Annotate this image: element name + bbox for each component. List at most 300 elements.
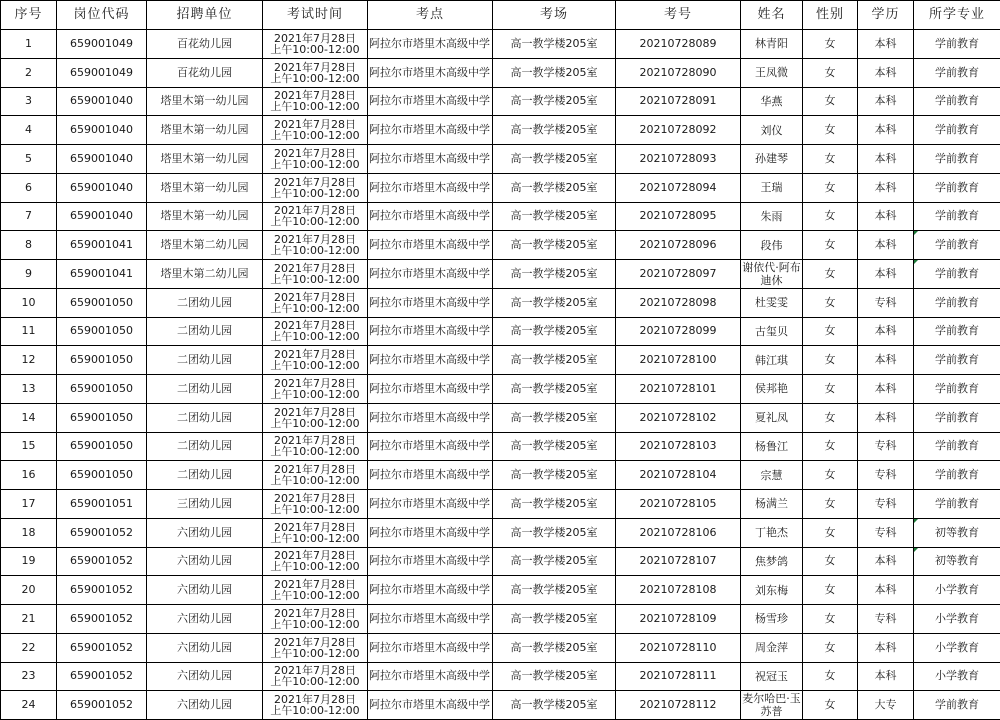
post-code-cell: 659001052 <box>57 547 147 576</box>
exam-period: 上午10:00-12:00 <box>263 101 367 112</box>
gender-cell: 女 <box>803 576 858 605</box>
exam-time-cell <box>263 461 368 490</box>
header-unit: 招聘单位 <box>147 1 263 30</box>
exam-date: 2021年7月28日 <box>263 665 367 676</box>
exam-room-cell: 高一教学楼205室 <box>493 30 616 59</box>
major-text: 学前教育 <box>935 37 979 50</box>
exam-number-cell: 20210728094 <box>616 173 741 202</box>
serial-cell: 1 <box>1 30 57 59</box>
name-cell: 刘仪 <box>741 116 803 145</box>
table-row <box>1 432 1000 461</box>
table-row <box>1 116 1000 145</box>
unit-cell: 塔里木第一幼儿园 <box>147 145 263 174</box>
exam-room-cell: 高一教学楼205室 <box>493 461 616 490</box>
exam-period: 上午10:00-12:00 <box>263 561 367 572</box>
exam-room-cell: 高一教学楼205室 <box>493 145 616 174</box>
exam-site-cell: 阿拉尔市塔里木高级中学 <box>368 58 493 87</box>
exam-period: 上午10:00-12:00 <box>263 44 367 55</box>
header-education: 学历 <box>858 1 914 30</box>
education-cell: 专科 <box>858 490 914 519</box>
major-text: 学前教育 <box>935 468 979 481</box>
name-cell: 王瑞 <box>741 173 803 202</box>
major-text: 学前教育 <box>935 152 979 165</box>
serial-cell: 24 <box>1 691 57 720</box>
exam-date: 2021年7月28日 <box>263 263 367 274</box>
name-cell: 段伟 <box>741 231 803 260</box>
gender-cell: 女 <box>803 633 858 662</box>
education-cell: 本科 <box>858 346 914 375</box>
gender-cell: 女 <box>803 518 858 547</box>
table-row <box>1 490 1000 519</box>
gender-cell: 女 <box>803 260 858 289</box>
major-cell <box>914 58 1000 87</box>
serial-cell: 16 <box>1 461 57 490</box>
exam-period: 上午10:00-12:00 <box>263 360 367 371</box>
gender-cell: 女 <box>803 490 858 519</box>
unit-cell: 二团幼儿园 <box>147 403 263 432</box>
exam-site-cell: 阿拉尔市塔里木高级中学 <box>368 173 493 202</box>
education-cell: 本科 <box>858 547 914 576</box>
gender-cell: 女 <box>803 30 858 59</box>
exam-time-cell <box>263 202 368 231</box>
major-cell <box>914 691 1000 720</box>
exam-number-cell: 20210728112 <box>616 691 741 720</box>
education-cell: 本科 <box>858 173 914 202</box>
education-cell: 专科 <box>858 432 914 461</box>
name-cell: 祝冠玉 <box>741 662 803 691</box>
table-row <box>1 375 1000 404</box>
gender-cell: 女 <box>803 375 858 404</box>
exam-time-cell <box>263 317 368 346</box>
exam-room-cell: 高一教学楼205室 <box>493 691 616 720</box>
exam-period: 上午10:00-12:00 <box>263 676 367 687</box>
exam-date: 2021年7月28日 <box>263 378 367 389</box>
major-cell <box>914 173 1000 202</box>
exam-time-cell <box>263 691 368 720</box>
education-cell: 专科 <box>858 288 914 317</box>
exam-period: 上午10:00-12:00 <box>263 331 367 342</box>
serial-cell: 15 <box>1 432 57 461</box>
name-cell: 谢依代·阿布迪休 <box>741 260 803 289</box>
exam-period: 上午10:00-12:00 <box>263 619 367 630</box>
table-row <box>1 662 1000 691</box>
major-text: 学前教育 <box>935 382 979 395</box>
name-cell: 刘东梅 <box>741 576 803 605</box>
gender-cell: 女 <box>803 662 858 691</box>
major-text: 学前教育 <box>935 497 979 510</box>
education-cell: 本科 <box>858 662 914 691</box>
comment-marker-icon <box>914 231 918 235</box>
table-row <box>1 518 1000 547</box>
unit-cell: 二团幼儿园 <box>147 317 263 346</box>
exam-date: 2021年7月28日 <box>263 62 367 73</box>
post-code-cell: 659001050 <box>57 317 147 346</box>
major-cell <box>914 605 1000 634</box>
exam-time-cell <box>263 605 368 634</box>
major-cell <box>914 547 1000 576</box>
education-cell: 本科 <box>858 58 914 87</box>
header-major: 所学专业 <box>914 1 1000 30</box>
table-row <box>1 231 1000 260</box>
exam-period: 上午10:00-12:00 <box>263 475 367 486</box>
header-name: 姓名 <box>741 1 803 30</box>
major-text: 学前教育 <box>935 267 979 280</box>
exam-room-cell: 高一教学楼205室 <box>493 576 616 605</box>
exam-period: 上午10:00-12:00 <box>263 245 367 256</box>
header-exam-time: 考试时间 <box>263 1 368 30</box>
serial-cell: 23 <box>1 662 57 691</box>
unit-cell: 百花幼儿园 <box>147 30 263 59</box>
exam-room-cell: 高一教学楼205室 <box>493 288 616 317</box>
exam-room-cell: 高一教学楼205室 <box>493 346 616 375</box>
exam-time-cell <box>263 403 368 432</box>
exam-room-cell: 高一教学楼205室 <box>493 605 616 634</box>
table-row <box>1 30 1000 59</box>
major-cell <box>914 317 1000 346</box>
name-cell: 杨雪珍 <box>741 605 803 634</box>
table-row <box>1 346 1000 375</box>
major-text: 学前教育 <box>935 94 979 107</box>
exam-number-cell: 20210728089 <box>616 30 741 59</box>
table-row <box>1 576 1000 605</box>
major-text: 小学教育 <box>935 669 979 682</box>
unit-cell: 百花幼儿园 <box>147 58 263 87</box>
post-code-cell: 659001040 <box>57 173 147 202</box>
post-code-cell: 659001050 <box>57 375 147 404</box>
header-exam-room: 考场 <box>493 1 616 30</box>
exam-site-cell: 阿拉尔市塔里木高级中学 <box>368 403 493 432</box>
serial-cell: 4 <box>1 116 57 145</box>
post-code-cell: 659001052 <box>57 662 147 691</box>
unit-cell: 三团幼儿园 <box>147 490 263 519</box>
exam-number-cell: 20210728108 <box>616 576 741 605</box>
exam-site-cell: 阿拉尔市塔里木高级中学 <box>368 375 493 404</box>
gender-cell: 女 <box>803 145 858 174</box>
exam-site-cell: 阿拉尔市塔里木高级中学 <box>368 432 493 461</box>
gender-cell: 女 <box>803 116 858 145</box>
exam-time-cell <box>263 30 368 59</box>
exam-date: 2021年7月28日 <box>263 148 367 159</box>
serial-cell: 2 <box>1 58 57 87</box>
header-gender: 性别 <box>803 1 858 30</box>
exam-period: 上午10:00-12:00 <box>263 188 367 199</box>
name-cell: 宗慧 <box>741 461 803 490</box>
header-exam-site: 考点 <box>368 1 493 30</box>
exam-room-cell: 高一教学楼205室 <box>493 547 616 576</box>
exam-number-cell: 20210728106 <box>616 518 741 547</box>
unit-cell: 二团幼儿园 <box>147 461 263 490</box>
exam-room-cell: 高一教学楼205室 <box>493 58 616 87</box>
unit-cell: 六团幼儿园 <box>147 633 263 662</box>
major-cell <box>914 518 1000 547</box>
exam-room-cell: 高一教学楼205室 <box>493 403 616 432</box>
unit-cell: 二团幼儿园 <box>147 375 263 404</box>
exam-number-cell: 20210728104 <box>616 461 741 490</box>
gender-cell: 女 <box>803 605 858 634</box>
exam-room-cell: 高一教学楼205室 <box>493 173 616 202</box>
exam-number-cell: 20210728097 <box>616 260 741 289</box>
post-code-cell: 659001040 <box>57 87 147 116</box>
post-code-cell: 659001040 <box>57 145 147 174</box>
major-text: 小学教育 <box>935 612 979 625</box>
table-row <box>1 87 1000 116</box>
exam-period: 上午10:00-12:00 <box>263 216 367 227</box>
post-code-cell: 659001040 <box>57 116 147 145</box>
major-text: 学前教育 <box>935 353 979 366</box>
education-cell: 本科 <box>858 403 914 432</box>
name-cell: 林青阳 <box>741 30 803 59</box>
exam-time-cell <box>263 231 368 260</box>
name-cell: 杨鲁江 <box>741 432 803 461</box>
education-cell: 本科 <box>858 633 914 662</box>
name-cell: 杨满兰 <box>741 490 803 519</box>
exam-date: 2021年7月28日 <box>263 205 367 216</box>
gender-cell: 女 <box>803 691 858 720</box>
name-cell: 周金萍 <box>741 633 803 662</box>
education-cell: 本科 <box>858 87 914 116</box>
education-cell: 本科 <box>858 576 914 605</box>
major-text: 学前教育 <box>935 324 979 337</box>
table-row <box>1 202 1000 231</box>
exam-number-cell: 20210728098 <box>616 288 741 317</box>
exam-date: 2021年7月28日 <box>263 550 367 561</box>
table-body <box>1 30 1000 720</box>
gender-cell: 女 <box>803 432 858 461</box>
exam-date: 2021年7月28日 <box>263 320 367 331</box>
exam-time-cell <box>263 547 368 576</box>
exam-time-cell <box>263 432 368 461</box>
unit-cell: 六团幼儿园 <box>147 518 263 547</box>
exam-time-cell <box>263 633 368 662</box>
major-text: 小学教育 <box>935 583 979 596</box>
exam-number-cell: 20210728093 <box>616 145 741 174</box>
exam-time-cell <box>263 576 368 605</box>
post-code-cell: 659001052 <box>57 633 147 662</box>
major-cell <box>914 490 1000 519</box>
unit-cell: 二团幼儿园 <box>147 432 263 461</box>
exam-time-cell <box>263 346 368 375</box>
major-cell <box>914 30 1000 59</box>
exam-room-cell: 高一教学楼205室 <box>493 116 616 145</box>
exam-date: 2021年7月28日 <box>263 464 367 475</box>
serial-cell: 12 <box>1 346 57 375</box>
exam-number-cell: 20210728107 <box>616 547 741 576</box>
post-code-cell: 659001041 <box>57 231 147 260</box>
exam-number-cell: 20210728096 <box>616 231 741 260</box>
exam-period: 上午10:00-12:00 <box>263 130 367 141</box>
post-code-cell: 659001051 <box>57 490 147 519</box>
exam-room-cell: 高一教学楼205室 <box>493 432 616 461</box>
exam-site-cell: 阿拉尔市塔里木高级中学 <box>368 30 493 59</box>
major-text: 学前教育 <box>935 123 979 136</box>
serial-cell: 22 <box>1 633 57 662</box>
exam-room-cell: 高一教学楼205室 <box>493 317 616 346</box>
name-cell: 华燕 <box>741 87 803 116</box>
exam-site-cell: 阿拉尔市塔里木高级中学 <box>368 662 493 691</box>
major-cell <box>914 288 1000 317</box>
education-cell: 本科 <box>858 375 914 404</box>
table-row <box>1 691 1000 720</box>
unit-cell: 六团幼儿园 <box>147 605 263 634</box>
post-code-cell: 659001052 <box>57 605 147 634</box>
gender-cell: 女 <box>803 288 858 317</box>
gender-cell: 女 <box>803 231 858 260</box>
exam-site-cell: 阿拉尔市塔里木高级中学 <box>368 490 493 519</box>
exam-period: 上午10:00-12:00 <box>263 73 367 84</box>
serial-cell: 14 <box>1 403 57 432</box>
major-cell <box>914 260 1000 289</box>
exam-number-cell: 20210728110 <box>616 633 741 662</box>
header-exam-number: 考号 <box>616 1 741 30</box>
post-code-cell: 659001050 <box>57 288 147 317</box>
gender-cell: 女 <box>803 461 858 490</box>
education-cell: 本科 <box>858 30 914 59</box>
exam-time-cell <box>263 87 368 116</box>
exam-date: 2021年7月28日 <box>263 349 367 360</box>
exam-site-cell: 阿拉尔市塔里木高级中学 <box>368 202 493 231</box>
table-row <box>1 173 1000 202</box>
education-cell: 本科 <box>858 231 914 260</box>
education-cell: 专科 <box>858 518 914 547</box>
table-row <box>1 461 1000 490</box>
exam-number-cell: 20210728105 <box>616 490 741 519</box>
gender-cell: 女 <box>803 87 858 116</box>
exam-date: 2021年7月28日 <box>263 579 367 590</box>
major-cell <box>914 403 1000 432</box>
exam-site-cell: 阿拉尔市塔里木高级中学 <box>368 116 493 145</box>
exam-number-cell: 20210728090 <box>616 58 741 87</box>
serial-cell: 17 <box>1 490 57 519</box>
serial-cell: 21 <box>1 605 57 634</box>
education-cell: 本科 <box>858 317 914 346</box>
table-row <box>1 58 1000 87</box>
name-cell: 侯邦艳 <box>741 375 803 404</box>
exam-date: 2021年7月28日 <box>263 435 367 446</box>
gender-cell: 女 <box>803 346 858 375</box>
major-text: 小学教育 <box>935 641 979 654</box>
exam-room-cell: 高一教学楼205室 <box>493 260 616 289</box>
table-row <box>1 145 1000 174</box>
unit-cell: 六团幼儿园 <box>147 691 263 720</box>
exam-date: 2021年7月28日 <box>263 694 367 705</box>
major-cell <box>914 662 1000 691</box>
serial-cell: 7 <box>1 202 57 231</box>
exam-site-cell: 阿拉尔市塔里木高级中学 <box>368 576 493 605</box>
exam-period: 上午10:00-12:00 <box>263 446 367 457</box>
exam-site-cell: 阿拉尔市塔里木高级中学 <box>368 145 493 174</box>
exam-date: 2021年7月28日 <box>263 119 367 130</box>
gender-cell: 女 <box>803 202 858 231</box>
exam-number-cell: 20210728109 <box>616 605 741 634</box>
exam-room-cell: 高一教学楼205室 <box>493 87 616 116</box>
unit-cell: 塔里木第一幼儿园 <box>147 173 263 202</box>
unit-cell: 塔里木第一幼儿园 <box>147 202 263 231</box>
unit-cell: 塔里木第一幼儿园 <box>147 116 263 145</box>
name-cell: 王凤微 <box>741 58 803 87</box>
major-cell <box>914 231 1000 260</box>
gender-cell: 女 <box>803 547 858 576</box>
gender-cell: 女 <box>803 173 858 202</box>
exam-time-cell <box>263 173 368 202</box>
post-code-cell: 659001041 <box>57 260 147 289</box>
unit-cell: 六团幼儿园 <box>147 576 263 605</box>
major-cell <box>914 432 1000 461</box>
major-text: 学前教育 <box>935 296 979 309</box>
exam-date: 2021年7月28日 <box>263 33 367 44</box>
serial-cell: 18 <box>1 518 57 547</box>
post-code-cell: 659001050 <box>57 432 147 461</box>
post-code-cell: 659001040 <box>57 202 147 231</box>
exam-site-cell: 阿拉尔市塔里木高级中学 <box>368 691 493 720</box>
comment-marker-icon <box>914 260 918 264</box>
major-text: 学前教育 <box>935 411 979 424</box>
comment-marker-icon <box>914 548 918 552</box>
exam-number-cell: 20210728111 <box>616 662 741 691</box>
gender-cell: 女 <box>803 317 858 346</box>
major-text: 初等教育 <box>935 526 979 539</box>
table-row <box>1 260 1000 289</box>
post-code-cell: 659001049 <box>57 58 147 87</box>
exam-site-cell: 阿拉尔市塔里木高级中学 <box>368 633 493 662</box>
name-cell: 丁艳杰 <box>741 518 803 547</box>
exam-date: 2021年7月28日 <box>263 292 367 303</box>
major-cell <box>914 633 1000 662</box>
exam-site-cell: 阿拉尔市塔里木高级中学 <box>368 87 493 116</box>
exam-room-cell: 高一教学楼205室 <box>493 518 616 547</box>
unit-cell: 塔里木第二幼儿园 <box>147 260 263 289</box>
header-serial: 序号 <box>1 1 57 30</box>
table-row <box>1 403 1000 432</box>
exam-site-cell: 阿拉尔市塔里木高级中学 <box>368 605 493 634</box>
exam-period: 上午10:00-12:00 <box>263 504 367 515</box>
exam-number-cell: 20210728099 <box>616 317 741 346</box>
exam-room-cell: 高一教学楼205室 <box>493 633 616 662</box>
exam-site-cell: 阿拉尔市塔里木高级中学 <box>368 346 493 375</box>
comment-marker-icon <box>914 519 918 523</box>
major-text: 学前教育 <box>935 439 979 452</box>
name-cell: 麦尔哈巴·玉苏普 <box>741 691 803 720</box>
table-row <box>1 317 1000 346</box>
major-cell <box>914 87 1000 116</box>
education-cell: 大专 <box>858 691 914 720</box>
exam-time-cell <box>263 116 368 145</box>
exam-number-cell: 20210728095 <box>616 202 741 231</box>
major-text: 学前教育 <box>935 209 979 222</box>
table-row <box>1 605 1000 634</box>
serial-cell: 13 <box>1 375 57 404</box>
exam-number-cell: 20210728100 <box>616 346 741 375</box>
exam-period: 上午10:00-12:00 <box>263 533 367 544</box>
exam-site-cell: 阿拉尔市塔里木高级中学 <box>368 518 493 547</box>
gender-cell: 女 <box>803 58 858 87</box>
post-code-cell: 659001052 <box>57 691 147 720</box>
major-text: 学前教育 <box>935 238 979 251</box>
table-row <box>1 633 1000 662</box>
exam-date: 2021年7月28日 <box>263 177 367 188</box>
exam-time-cell <box>263 375 368 404</box>
exam-site-cell: 阿拉尔市塔里木高级中学 <box>368 461 493 490</box>
exam-room-cell: 高一教学楼205室 <box>493 375 616 404</box>
major-text: 学前教育 <box>935 181 979 194</box>
education-cell: 本科 <box>858 116 914 145</box>
serial-cell: 11 <box>1 317 57 346</box>
major-cell <box>914 202 1000 231</box>
exam-number-cell: 20210728101 <box>616 375 741 404</box>
header-row <box>1 1 1000 30</box>
exam-time-cell <box>263 490 368 519</box>
exam-date: 2021年7月28日 <box>263 637 367 648</box>
post-code-cell: 659001049 <box>57 30 147 59</box>
